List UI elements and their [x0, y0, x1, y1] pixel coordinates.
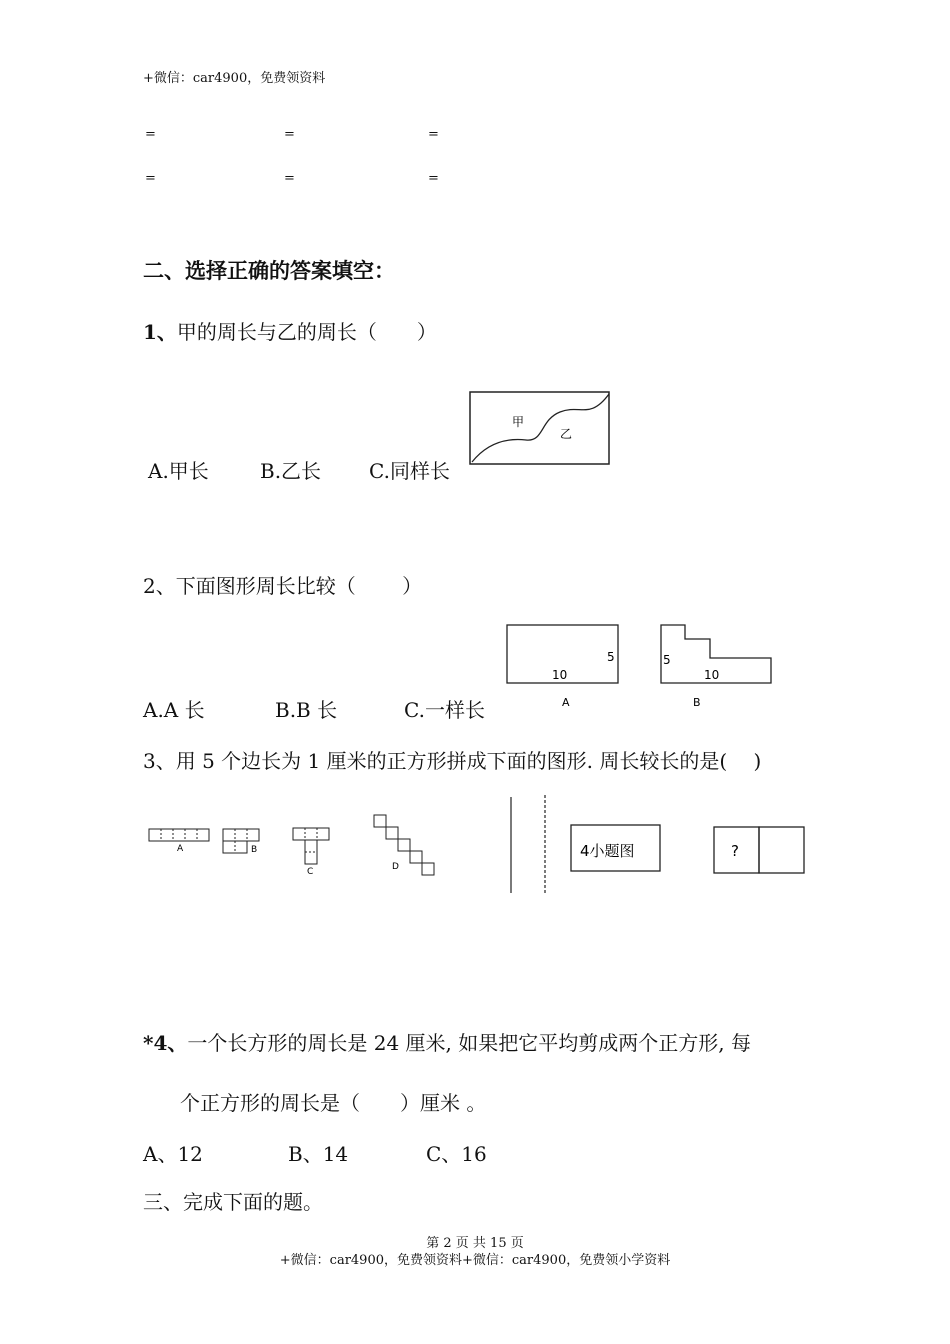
q2-option-b: B.B 长	[275, 698, 338, 722]
q1-figure	[468, 390, 613, 468]
q2-option-c: C.一样长	[404, 698, 485, 722]
q2-stem: 2、下面图形周长比较（ ）	[143, 574, 423, 598]
q4-number: *4	[143, 1031, 168, 1055]
q2-figures	[500, 620, 780, 715]
q2-figB-width: 10	[704, 668, 720, 682]
q2-figA-height: 5	[607, 650, 615, 664]
q3-label-a: A	[177, 844, 184, 854]
q1-option-b: B.乙长	[260, 459, 322, 483]
q1-option-c: C.同样长	[369, 459, 450, 483]
equals-r1-c2: =	[284, 127, 295, 142]
equals-r2-c3: =	[428, 171, 439, 186]
q3-label-b: B	[251, 845, 258, 855]
q3-stem: 3、用 5 个边长为 1 厘米的正方形拼成下面的图形. 周长较长的是( )	[143, 749, 762, 773]
q3-question-mark: ?	[731, 842, 739, 860]
q1-number: 1	[143, 320, 157, 344]
footer-note: +微信：car4900，免费领资料+微信：car4900，免费领小学资料	[279, 1253, 671, 1268]
equals-r2-c1: =	[145, 171, 156, 186]
q2-figA-name: A	[562, 696, 570, 709]
q2-option-a: A.A 长	[143, 698, 205, 722]
q3-label-d: D	[392, 862, 399, 872]
q1-stem	[143, 316, 437, 345]
q2-figB-height: 5	[663, 653, 671, 667]
section2-title: 二、选择正确的答案填空：	[143, 258, 395, 283]
q1-text: 甲的周长与乙的周长（ ）	[176, 320, 437, 344]
header-note: +微信：car4900，免费领资料	[143, 71, 326, 86]
equals-r1-c1: =	[145, 127, 156, 142]
q1-sep: 、	[156, 320, 177, 344]
q4-option-b: B、14	[288, 1142, 349, 1166]
q4-line1: 一个长方形的周长是 24 厘米, 如果把它平均剪成两个正方形, 每	[187, 1031, 751, 1055]
q1-label-jia: 甲	[512, 415, 525, 429]
q2-figB-name: B	[693, 696, 701, 709]
q3-box-label: 4小题图	[580, 842, 635, 860]
footer-page: 第 2 页 共 15 页	[426, 1236, 524, 1251]
q1-label-yi: 乙	[560, 427, 573, 441]
q3-figures	[143, 795, 813, 895]
q2-figA-width: 10	[552, 668, 568, 682]
equals-r2-c2: =	[284, 171, 295, 186]
q1-option-a: A.甲长	[148, 459, 209, 483]
q4-option-c: C、16	[426, 1142, 487, 1166]
q3-label-c: C	[307, 867, 314, 877]
section3-title: 三、完成下面的题。	[143, 1190, 323, 1214]
q4-option-a: A、12	[143, 1142, 203, 1166]
q4-sep: 、	[167, 1031, 188, 1055]
q4-line2: 个正方形的周长是（ ）厘米 。	[180, 1091, 487, 1115]
equals-r1-c3: =	[428, 127, 439, 142]
q4-stem-line1	[143, 1027, 751, 1056]
